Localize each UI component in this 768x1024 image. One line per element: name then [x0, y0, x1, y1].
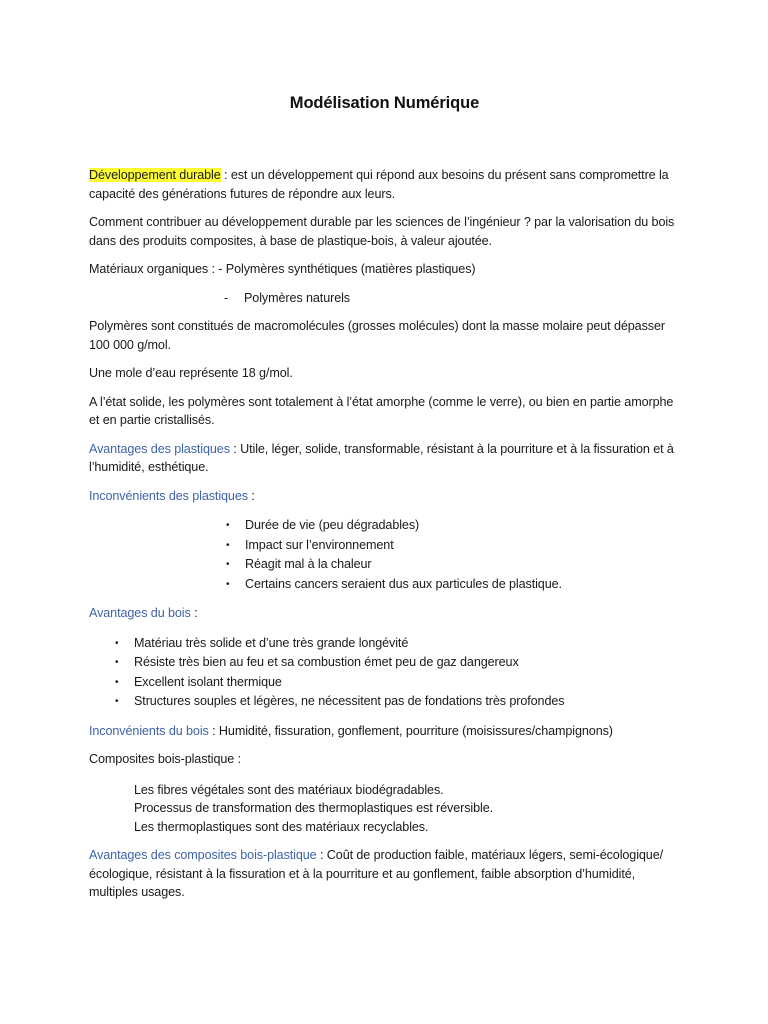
paragraph-question: Comment contribuer au développement durable par les sciences de l’ingénieur ? par la valorisation du bois dans des produits composites, à base de plastique-bois, à valeur ajoutée. [89, 215, 675, 248]
sub-item-text: Polymères naturels [244, 290, 350, 305]
paragraph-advantages-plastics [89, 440, 680, 477]
bullet-icon: • [226, 559, 230, 570]
composites-line: Les fibres végétales sont des matériaux biodégradables. [134, 782, 444, 797]
list-item-text: Durée de vie (peu dégradables) [245, 518, 420, 532]
list-item-text: Excellent isolant thermique [134, 674, 282, 689]
disadvantages-wood-text: : Humidité, fissuration, gonflement, pourriture (moisissures/champignons) [208, 723, 613, 738]
heading-suffix: : [190, 606, 198, 620]
heading-suffix: : [247, 488, 255, 503]
list-item-text: Impact sur l’environnement [245, 537, 394, 552]
bullet-icon: • [115, 637, 119, 649]
paragraph-composites-intro: Composites bois-plastique : [89, 752, 241, 766]
heading-advantages-plastics: Avantages des plastiques [89, 441, 230, 456]
bullet-icon: • [226, 520, 230, 531]
dash-marker: - [224, 290, 229, 305]
list-item-text: Réagit mal à la chaleur [245, 557, 372, 571]
list-item [89, 673, 680, 693]
list-item [89, 692, 680, 712]
definition-text: : est un développement qui répond aux besoins du présent sans compromettre la capacité des générations futures de répondre aux leurs. [89, 168, 669, 201]
paragraph-advantages-wood [89, 604, 680, 623]
list-item [89, 634, 680, 654]
heading-disadvantages-wood: Inconvénients du bois [89, 723, 209, 738]
list-disadvantages-plastics [89, 516, 680, 594]
paragraph-solid-state: A l’état solide, les polymères sont totalement à l’état amorphe (comme le verre), ou bien en partie amorphe et en partie cristallisés. [89, 394, 674, 427]
paragraph-disadvantages-wood [89, 722, 680, 741]
list-item [89, 555, 680, 575]
sub-item-natural-polymers [89, 289, 680, 308]
highlighted-term: Développement durable [89, 168, 221, 182]
advantages-plastics-text: : Utile, léger, solide, transformable, résistant à la pourriture et à la fissuration et à l’humidité, esthétique. [89, 441, 674, 474]
paragraph-disadvantages-plastics [89, 487, 680, 506]
heading-advantages-wood: Avantages du bois [89, 606, 191, 620]
bullet-icon: • [115, 676, 119, 688]
bullet-icon: • [115, 657, 119, 668]
paragraph-polymers: Polymères sont constitués de macromolécules (grosses molécules) dont la masse molaire peut dépasser 100 000 g/mol. [89, 319, 665, 352]
bullet-icon: • [226, 578, 230, 590]
list-item-text: Structures souples et légères, ne nécessitent pas de fondations très profondes [134, 694, 565, 708]
paragraph-advantages-composites [89, 846, 680, 902]
paragraph-organic-materials: Matériaux organiques : - Polymères synthétiques (matières plastiques) [89, 262, 476, 276]
composites-line: Processus de transformation des thermoplastiques est réversible. [134, 801, 493, 815]
page-title: Modélisation Numérique [289, 94, 480, 112]
heading-advantages-composites: Avantages des composites bois-plastique [89, 848, 317, 862]
list-item [89, 575, 680, 595]
list-item [89, 653, 680, 673]
composites-line: Les thermoplastiques sont des matériaux recyclables. [134, 819, 429, 834]
paragraph-definition [89, 166, 680, 203]
list-item-text: Résiste très bien au feu et sa combustion émet peu de gaz dangereux [134, 655, 519, 669]
list-item-text: Certains cancers seraient dus aux particules de plastique. [245, 576, 562, 591]
bullet-icon: • [115, 696, 119, 707]
paragraph-water-mole: Une mole d’eau représente 18 g/mol. [89, 366, 293, 380]
heading-disadvantages-plastics: Inconvénients des plastiques [89, 488, 248, 503]
list-item [89, 516, 680, 536]
advantages-composites-text: : Coût de production faible, matériaux légers, semi-écologique/écologique, résistant à la fissuration et à la pourriture et au gonflement, faible absorption d’humidité, multiples usages. [89, 848, 664, 899]
list-item-text: Matériau très solide et d’une très grande longévité [134, 635, 409, 650]
bullet-icon: • [226, 539, 230, 551]
list-advantages-wood [89, 634, 680, 712]
composites-lines [89, 781, 680, 837]
list-item [89, 536, 680, 556]
